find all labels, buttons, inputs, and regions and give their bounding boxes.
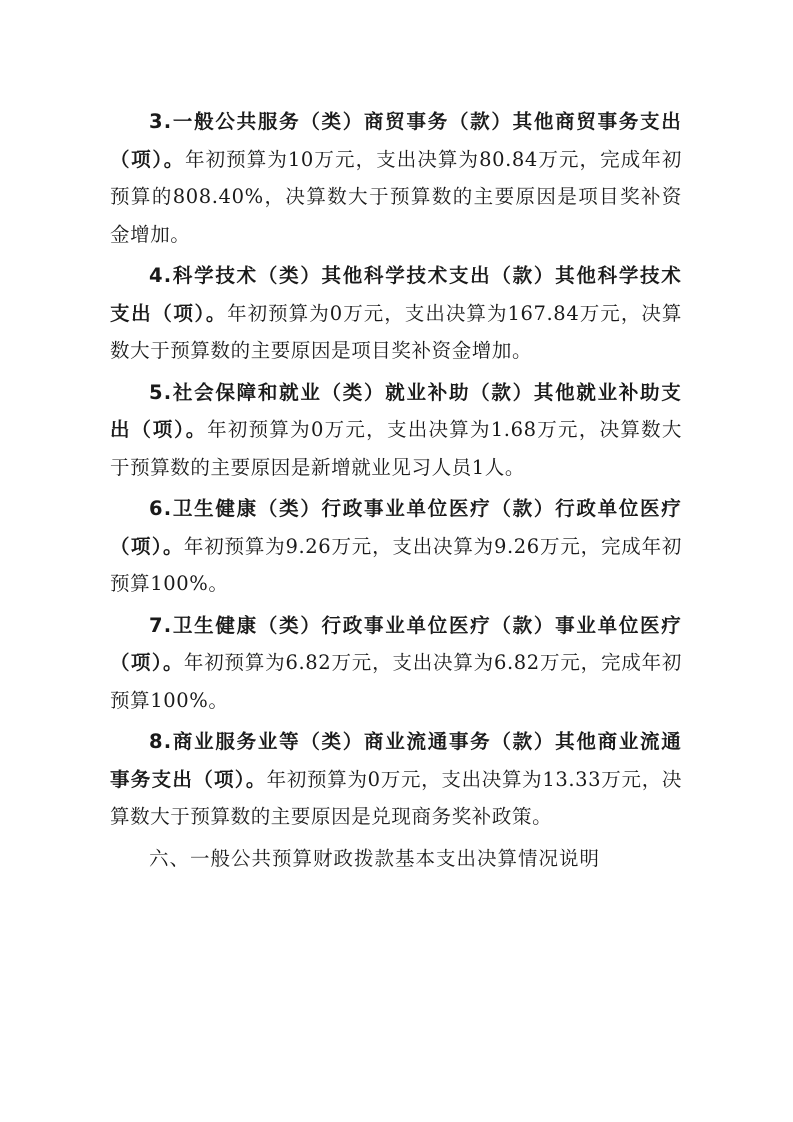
item-5-title: 5.社会保障和就业（类）就业补助（款）其他就业补助支出（项）。 (110, 380, 682, 441)
item-8-text: 年初预算为0万元，支出决算为13.33万元，决算数大于预算数的主要原因是兑现商务奖补政策。 (110, 767, 682, 828)
paragraph-item-4 (110, 257, 682, 370)
document-body (110, 103, 682, 877)
item-3-text: 年初预算为10万元，支出决算为80.84万元，完成年初预算的808.40%，决算数大于预算数的主要原因是项目奖补资金增加。 (110, 147, 682, 246)
paragraph-item-8 (110, 723, 682, 836)
item-4-text: 年初预算为0万元，支出决算为167.84万元，决算数大于预算数的主要原因是项目奖补资金增加。 (110, 301, 683, 362)
item-5-text: 年初预算为0万元，支出决算为1.68万元，决算数大于预算数的主要原因是新增就业见习人员1人。 (110, 418, 682, 479)
item-6-title: 6.卫生健康（类）行政事业单位医疗（款）行政单位医疗（项）。 (110, 497, 682, 558)
item-4-title: 4.科学技术（类）其他科学技术支出（款）其他科学技术支出（项）。 (110, 264, 682, 325)
section-heading: 六、一般公共预算财政拨款基本支出决算情况说明 (149, 846, 601, 870)
item-6-text: 年初预算为9.26万元，支出决算为9.26万元，完成年初预算100%。 (110, 534, 682, 595)
item-8-title: 8.商业服务业等（类）商业流通事务（款）其他商业流通事务支出（项）。 (110, 730, 682, 791)
paragraph-item-3 (110, 103, 682, 253)
paragraph-item-5 (110, 374, 682, 487)
item-7-title: 7.卫生健康（类）行政事业单位医疗（款）事业单位医疗（项）。 (110, 613, 682, 674)
paragraph-item-7 (110, 607, 682, 720)
item-7-text: 年初预算为6.82万元，支出决算为6.82万元，完成年初预算100%。 (110, 651, 682, 712)
paragraph-item-6 (110, 490, 682, 603)
item-3-title: 3.一般公共服务（类）商贸事务（款）其他商贸事务支出（项）。 (110, 110, 682, 171)
